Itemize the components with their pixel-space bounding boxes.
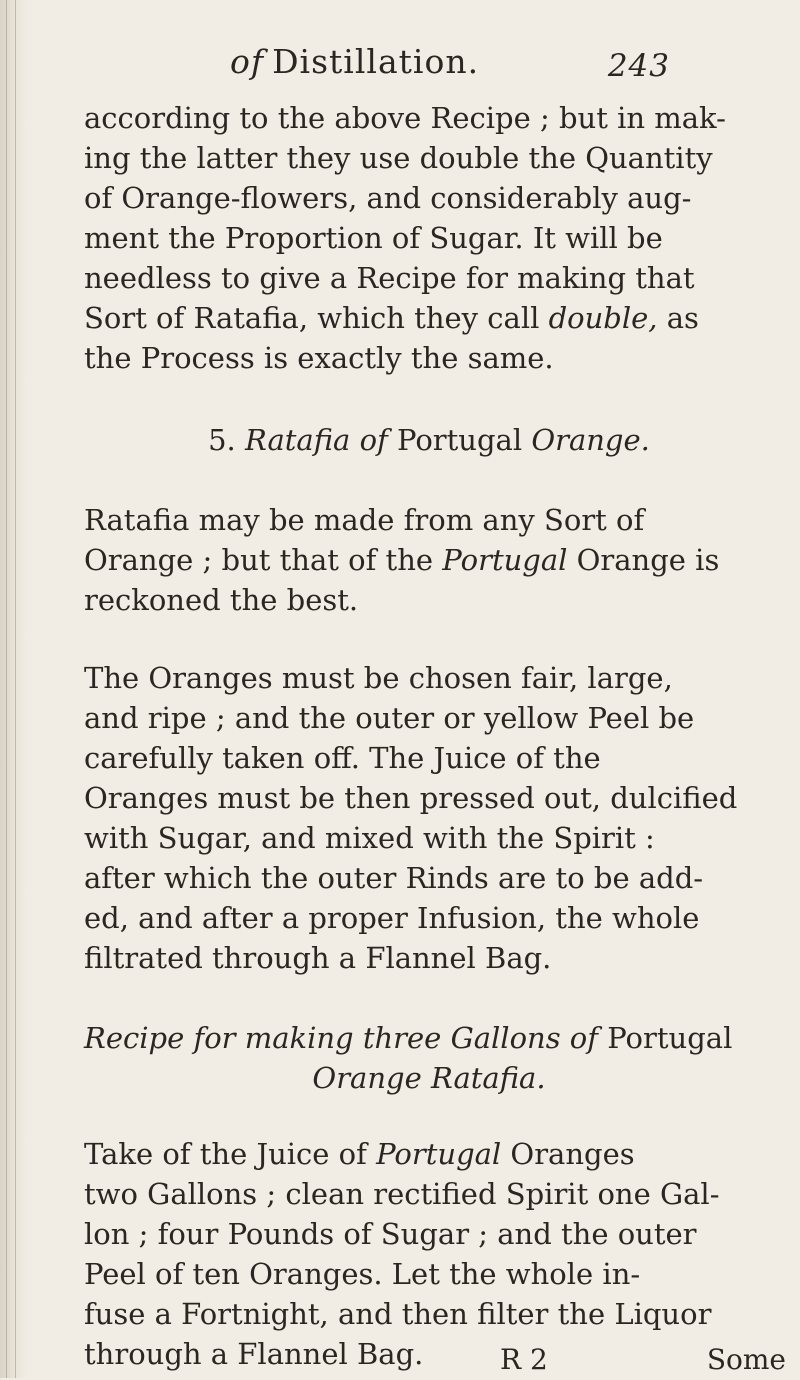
text-line: filtrated through a Flannel Bag. xyxy=(84,941,552,975)
gutter-line xyxy=(15,0,16,1378)
section-title-italic: Ratafia of xyxy=(244,423,388,457)
text-line: Peel of ten Oranges. Let the whole in- xyxy=(84,1257,641,1291)
italic-word: Portugal xyxy=(376,1137,502,1171)
recipe-title xyxy=(84,1018,774,1058)
text-run: as xyxy=(657,301,699,335)
text-line: lon ; four Pounds of Sugar ; and the outer xyxy=(84,1217,697,1251)
text-line: after which the outer Rinds are to be add- xyxy=(84,861,704,895)
text-run: Orange is xyxy=(567,543,720,577)
text-line: Ratafia may be made from any Sort of xyxy=(84,503,645,537)
text-line: with Sugar, and mixed with the Spirit : xyxy=(84,821,655,855)
text-run: Sort of Ratafia, which they call xyxy=(84,301,549,335)
text-line: fuse a Fortnight, and then filter the Liquor xyxy=(84,1297,712,1331)
text-line: reckoned the best. xyxy=(84,583,359,617)
section-number: 5. xyxy=(208,423,236,457)
text-line xyxy=(84,1134,774,1174)
text-line: the Process is exactly the same. xyxy=(84,341,554,375)
page-gutter xyxy=(0,0,28,1378)
text-line: of Orange-flowers, and considerably aug- xyxy=(84,181,692,215)
text-line: ment the Proportion of Sugar. It will be xyxy=(84,221,663,255)
running-header xyxy=(230,42,670,90)
text-line: Oranges must be then pressed out, dulcified xyxy=(84,781,738,815)
section-heading xyxy=(84,420,774,460)
text-line: through a Flannel Bag. xyxy=(84,1337,424,1371)
header-of: of xyxy=(230,42,265,81)
recipe-title-italic: Recipe for making three Gallons of xyxy=(84,1021,598,1055)
signature-mark: R 2 xyxy=(500,1343,548,1376)
text-line: ing the latter they use double the Quantity xyxy=(84,141,713,175)
text-line xyxy=(84,540,774,580)
text-line: according to the above Recipe ; but in mak- xyxy=(84,101,726,135)
section-title-roman: Portugal xyxy=(387,423,532,457)
text-line: two Gallons ; clean rectified Spirit one Gal- xyxy=(84,1177,720,1211)
italic-word: Portugal xyxy=(442,543,568,577)
text-run: Oranges xyxy=(501,1137,635,1171)
text-line xyxy=(84,298,774,338)
text-run: Orange ; but that of the xyxy=(84,543,443,577)
gutter-line xyxy=(6,0,7,1378)
catchword: Some xyxy=(706,1343,786,1376)
text-line: The Oranges must be chosen fair, large, xyxy=(84,661,673,695)
italic-word: double, xyxy=(548,301,658,335)
text-run: Take of the Juice of xyxy=(84,1137,377,1171)
header-title: Distillation. xyxy=(272,42,480,81)
page-number: 243 xyxy=(607,48,670,84)
section-title-italic: Orange. xyxy=(531,423,650,457)
text-line: and ripe ; and the outer or yellow Peel be xyxy=(84,701,695,735)
text-line: ed, and after a proper Infusion, the whole xyxy=(84,901,700,935)
text-line: needless to give a Recipe for making that xyxy=(84,261,695,295)
catchline xyxy=(500,1340,790,1380)
recipe-title-line2: Orange Ratafia. xyxy=(312,1061,546,1095)
text-line: carefully taken off. The Juice of the xyxy=(84,741,601,775)
recipe-title-roman: Portugal xyxy=(598,1021,733,1055)
